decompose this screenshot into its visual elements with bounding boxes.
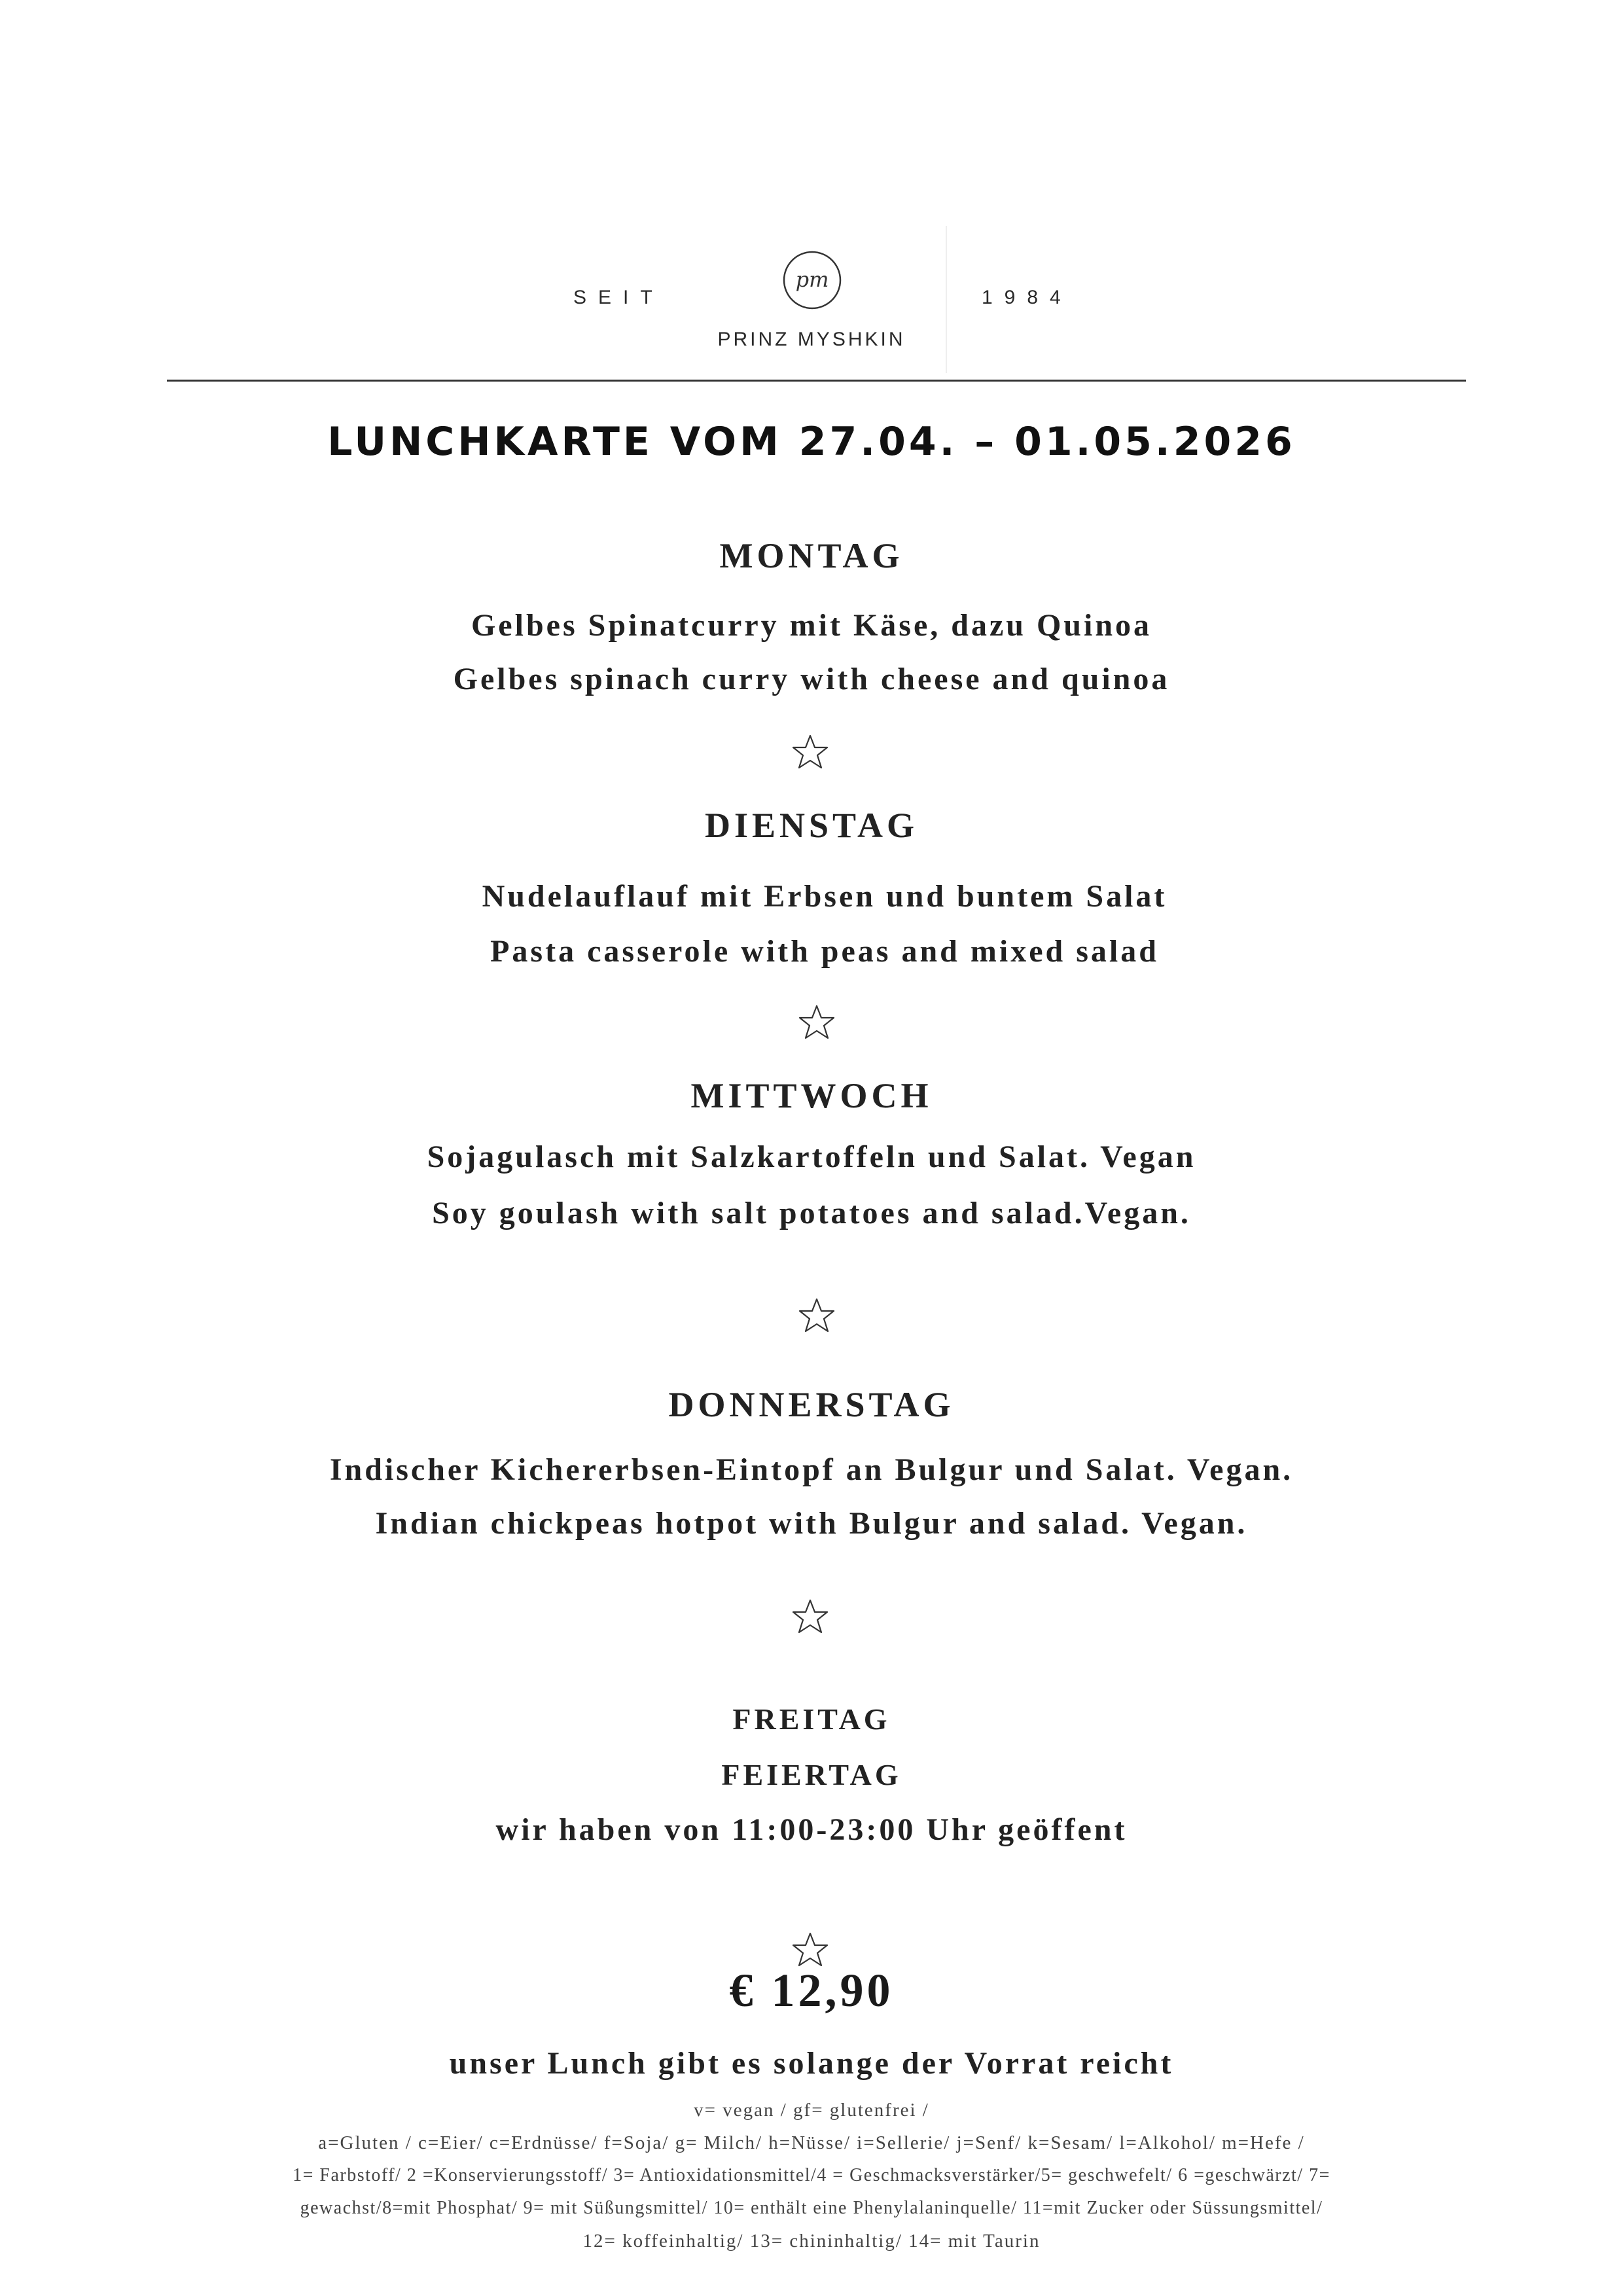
logo-monogram-icon	[781, 249, 843, 311]
allergen-line: v= vegan / gf= glutenfrei /	[694, 2100, 929, 2121]
dish-dienstag-de: Nudelauflauf mit Erbsen und buntem Salat	[482, 879, 1168, 914]
star-outline-icon	[791, 1598, 830, 1637]
seit-label: SEIT	[573, 287, 664, 308]
dish-donnerstag-en: Indian chickpeas hotpot with Bulgur and salad. Vegan.	[375, 1506, 1248, 1541]
day-heading-freitag: FREITAG	[732, 1702, 891, 1736]
year-label: 1984	[982, 287, 1073, 308]
dish-donnerstag-de: Indischer Kichererbsen-Eintopf an Bulgur und Salat. Vegan.	[329, 1452, 1294, 1487]
day-heading-dienstag: DIENSTAG	[704, 806, 919, 845]
dish-montag-de: Gelbes Spinatcurry mit Käse, dazu Quinoa	[471, 608, 1152, 643]
opening-hours: wir haben von 11:00-23:00 Uhr geöffent	[495, 1812, 1128, 1847]
brand-name: PRINZ MYSHKIN	[717, 329, 906, 350]
allergen-line: a=Gluten / c=Eier/ c=Erdnüsse/ f=Soja/ g= Milch/ h=Nüsse/ i=Sellerie/ j=Senf/ k=Sesam/ l=Alkohol/ m=Hefe /	[318, 2132, 1305, 2153]
allergen-line: gewachst/8=mit Phosphat/ 9= mit Süßungsmittel/ 10= enthält eine Phenylalaninquelle/ 11=mit Zucker oder Süssungsmittel/	[300, 2198, 1323, 2218]
dish-mittwoch-de: Sojagulasch mit Salzkartoffeln und Salat. Vegan	[427, 1139, 1196, 1174]
header-rule	[167, 380, 1466, 382]
holiday-label: FEIERTAG	[721, 1758, 902, 1791]
star-outline-icon	[791, 733, 830, 772]
menu-title: LUNCHKARTE VOM 27.04. – 01.05.2026	[327, 419, 1296, 465]
logo-divider	[946, 226, 947, 373]
day-heading-donnerstag: DONNERSTAG	[668, 1385, 955, 1424]
dish-dienstag-en: Pasta casserole with peas and mixed salad	[490, 934, 1159, 969]
availability-note: unser Lunch gibt es solange der Vorrat reicht	[449, 2046, 1174, 2081]
allergen-line: 1= Farbstoff/ 2 =Konservierungsstoff/ 3= Antioxidationsmittel/4 = Geschmacksverstärker/5= geschwefelt/ 6 =geschwärzt/ 7=	[293, 2165, 1330, 2185]
allergen-line: 12= koffeinhaltig/ 13= chininhaltig/ 14= mit Taurin	[582, 2231, 1041, 2251]
star-outline-icon	[797, 1003, 836, 1043]
day-heading-montag: MONTAG	[719, 536, 904, 575]
dish-mittwoch-en: Soy goulash with salt potatoes and salad.Vegan.	[432, 1196, 1191, 1230]
day-heading-mittwoch: MITTWOCH	[690, 1076, 933, 1115]
logo-monogram-text: pm	[795, 267, 829, 292]
star-outline-icon	[797, 1297, 836, 1336]
dish-montag-en: Gelbes spinach curry with cheese and quinoa	[453, 662, 1170, 696]
lunch-price: € 12,90	[729, 1964, 894, 2017]
